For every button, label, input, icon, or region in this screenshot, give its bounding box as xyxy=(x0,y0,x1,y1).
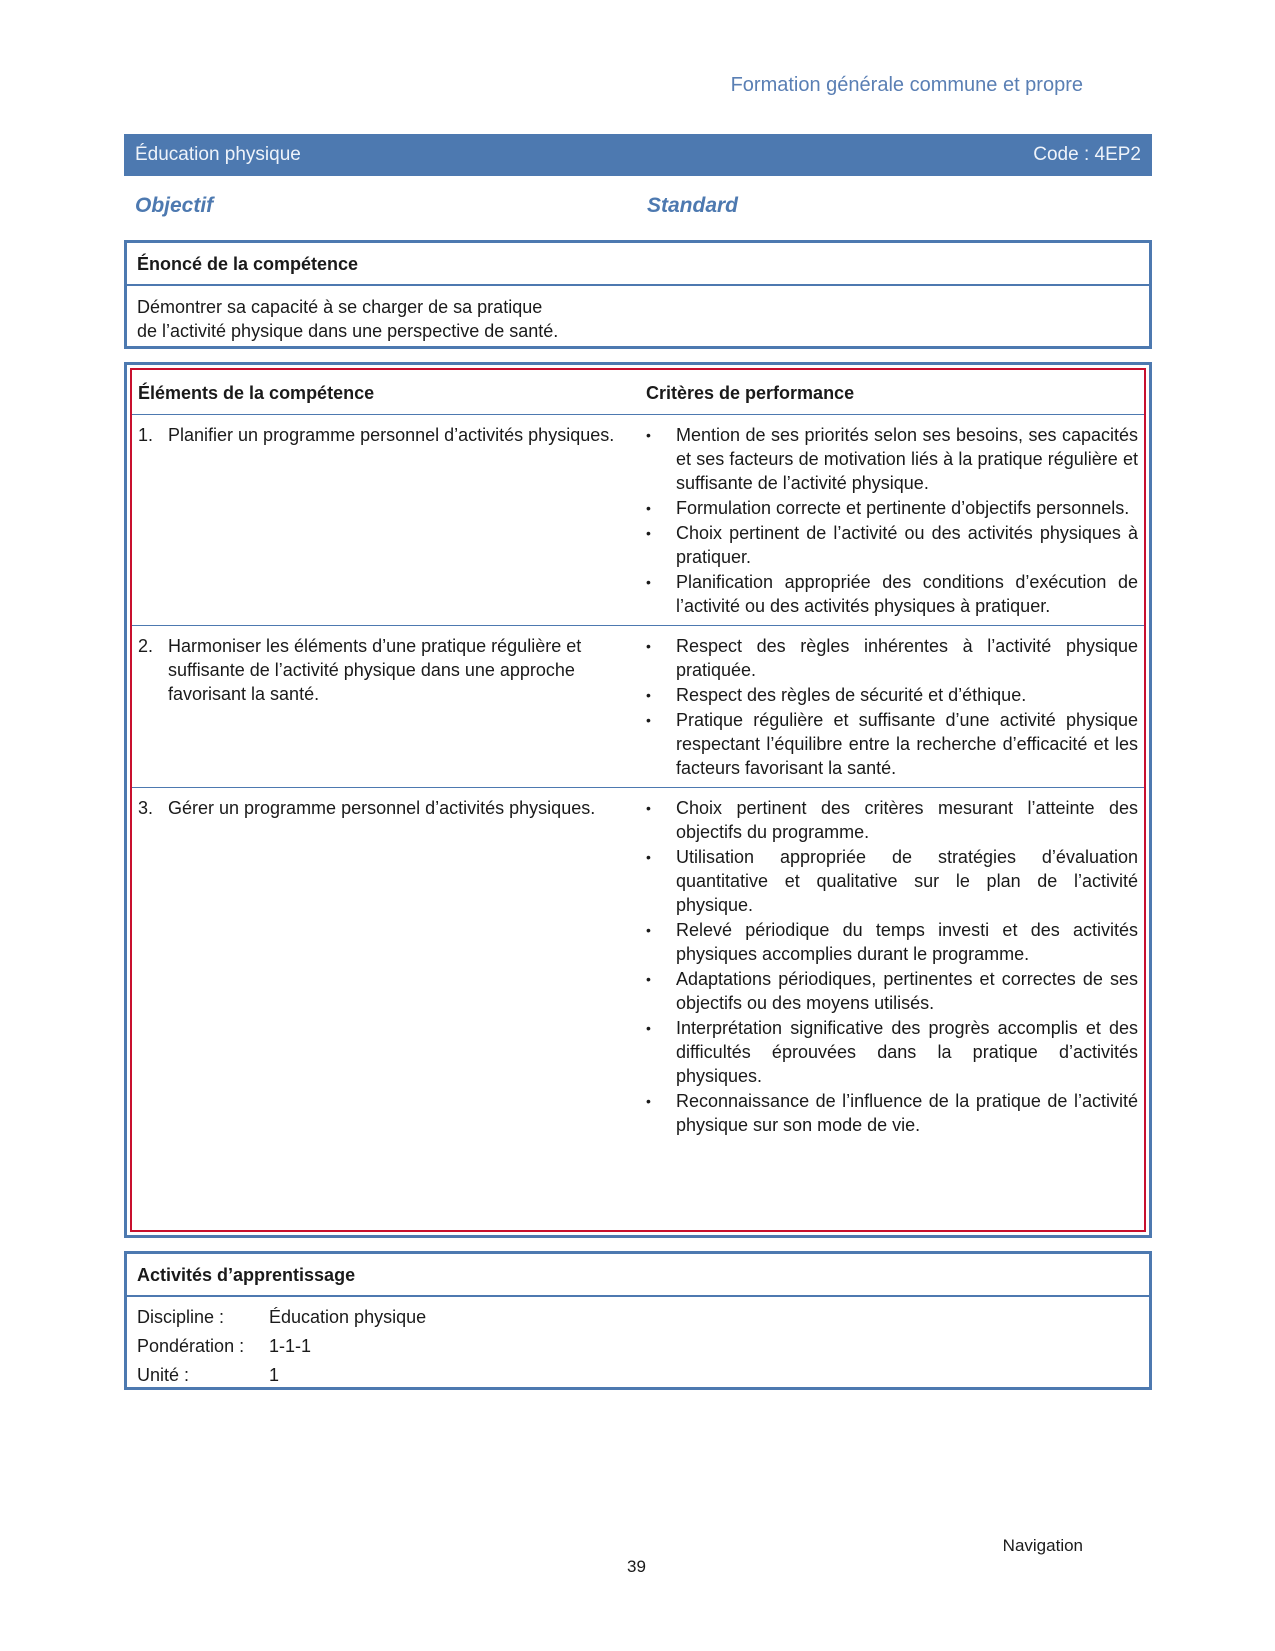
bullet-icon: • xyxy=(646,525,651,541)
element-number: 2. xyxy=(138,636,154,656)
criterion-text: Planification appropriée des conditions d’exécution de l’activité ou des activités physiques à pratiquer. xyxy=(676,572,1138,616)
enonce-text xyxy=(127,286,1149,352)
criterion-item xyxy=(646,423,1142,495)
standard-label: Standard xyxy=(647,194,739,217)
criterion-item xyxy=(646,634,1142,682)
objective-label: Objectif xyxy=(135,194,214,217)
criterion-item xyxy=(646,1016,1142,1088)
elements-box xyxy=(124,362,1152,1238)
enonce-line-1: Démontrer sa capacité à se charger de sa pratique xyxy=(137,297,543,317)
criterion-item xyxy=(646,708,1142,780)
criterion-text: Respect des règles de sécurité et d’éthique. xyxy=(676,685,1027,705)
criterion-text: Utilisation appropriée de stratégies d’évaluation quantitative et qualitative sur le plan de l’activité physique. xyxy=(676,847,1138,915)
criterion-text: Relevé périodique du temps investi et des activités physiques accomplies durant le programme. xyxy=(676,920,1138,964)
element-row xyxy=(132,415,1144,626)
element-text: Planifier un programme personnel d’activités physiques. xyxy=(168,425,615,445)
criterion-text: Interprétation significative des progrès accomplis et des difficultés éprouvées dans la pratique d’activités physiques. xyxy=(676,1018,1138,1086)
discipline-value: Éducation physique xyxy=(269,1307,427,1327)
activites-body xyxy=(127,1297,1149,1396)
unite-value: 1 xyxy=(269,1365,280,1385)
unite-row xyxy=(137,1361,1139,1390)
bullet-icon: • xyxy=(646,427,651,443)
element-number: 3. xyxy=(138,798,154,818)
criterion-text: Formulation correcte et pertinente d’objectifs personnels. xyxy=(676,498,1130,518)
objective-row xyxy=(135,194,1151,218)
ponderation-row xyxy=(137,1332,1139,1361)
elements-rows xyxy=(132,415,1144,1144)
navigation-link[interactable]: Navigation xyxy=(1002,1536,1083,1555)
elements-header xyxy=(132,370,1144,415)
criterion-text: Choix pertinent de l’activité ou des activités physiques à pratiquer. xyxy=(676,523,1138,567)
activites-heading: Activités d’apprentissage xyxy=(127,1254,1149,1297)
enonce-heading: Énoncé de la compétence xyxy=(127,243,1149,286)
criterion-item xyxy=(646,918,1142,966)
criterion-item xyxy=(646,683,1142,707)
element-cell xyxy=(132,796,646,1138)
element-number: 1. xyxy=(138,425,154,445)
activites-box xyxy=(124,1251,1152,1390)
bullet-icon: • xyxy=(646,712,651,728)
program-title: Formation générale commune et propre xyxy=(730,74,1083,96)
criterion-item xyxy=(646,570,1142,618)
criterion-text: Pratique régulière et suffisante d’une activité physique respectant l’équilibre entre la recherche d’efficacité et les facteurs favorisant la santé. xyxy=(676,710,1138,778)
discipline-row xyxy=(137,1303,1139,1332)
criteria-col-heading: Critères de performance xyxy=(646,383,855,403)
element-text: Gérer un programme personnel d’activités physiques. xyxy=(168,798,596,818)
element-row xyxy=(132,788,1144,1144)
bullet-icon: • xyxy=(646,849,651,865)
criterion-item xyxy=(646,496,1142,520)
elements-col-heading: Éléments de la compétence xyxy=(138,383,375,403)
criteria-cell xyxy=(646,423,1142,619)
criterion-text: Choix pertinent des critères mesurant l’atteinte des objectifs du programme. xyxy=(676,798,1138,842)
course-name: Éducation physique xyxy=(135,144,301,165)
element-row xyxy=(132,626,1144,788)
criterion-text: Reconnaissance de l’influence de la pratique de l’activité physique sur son mode de vie. xyxy=(676,1091,1138,1135)
ponderation-value: 1-1-1 xyxy=(269,1336,312,1356)
bullet-icon: • xyxy=(646,971,651,987)
criterion-item xyxy=(646,796,1142,844)
ponderation-label: Pondération : xyxy=(137,1336,245,1356)
unite-label: Unité : xyxy=(137,1365,190,1385)
page-number: 39 xyxy=(627,1557,646,1576)
elements-table xyxy=(130,368,1146,1232)
discipline-label: Discipline : xyxy=(137,1307,225,1327)
criterion-item xyxy=(646,521,1142,569)
criterion-item xyxy=(646,967,1142,1015)
criterion-item xyxy=(646,845,1142,917)
criterion-text: Mention de ses priorités selon ses besoins, ses capacités et ses facteurs de motivation liés à la pratique régulière et suffisante de l’activité physique. xyxy=(676,425,1138,493)
criterion-text: Respect des règles inhérentes à l’activité physique pratiquée. xyxy=(676,636,1138,680)
bullet-icon: • xyxy=(646,922,651,938)
criterion-item xyxy=(646,1089,1142,1137)
criteria-cell xyxy=(646,796,1142,1138)
course-code: Code : 4EP2 xyxy=(1033,144,1141,165)
bullet-icon: • xyxy=(646,500,651,516)
element-text: Harmoniser les éléments d’une pratique régulière et suffisante de l’activité physique dans une approche favorisant la santé. xyxy=(168,636,582,704)
bullet-icon: • xyxy=(646,800,651,816)
bullet-icon: • xyxy=(646,574,651,590)
enonce-line-2: de l’activité physique dans une perspective de santé. xyxy=(137,321,559,341)
bullet-icon: • xyxy=(646,687,651,703)
bullet-icon: • xyxy=(646,638,651,654)
criterion-text: Adaptations périodiques, pertinentes et correctes de ses objectifs ou des moyens utilisés. xyxy=(676,969,1138,1013)
bullet-icon: • xyxy=(646,1020,651,1036)
course-bar xyxy=(124,134,1152,176)
enonce-box xyxy=(124,240,1152,349)
criteria-cell xyxy=(646,634,1142,781)
element-cell xyxy=(132,634,646,781)
bullet-icon: • xyxy=(646,1093,651,1109)
element-cell xyxy=(132,423,646,619)
